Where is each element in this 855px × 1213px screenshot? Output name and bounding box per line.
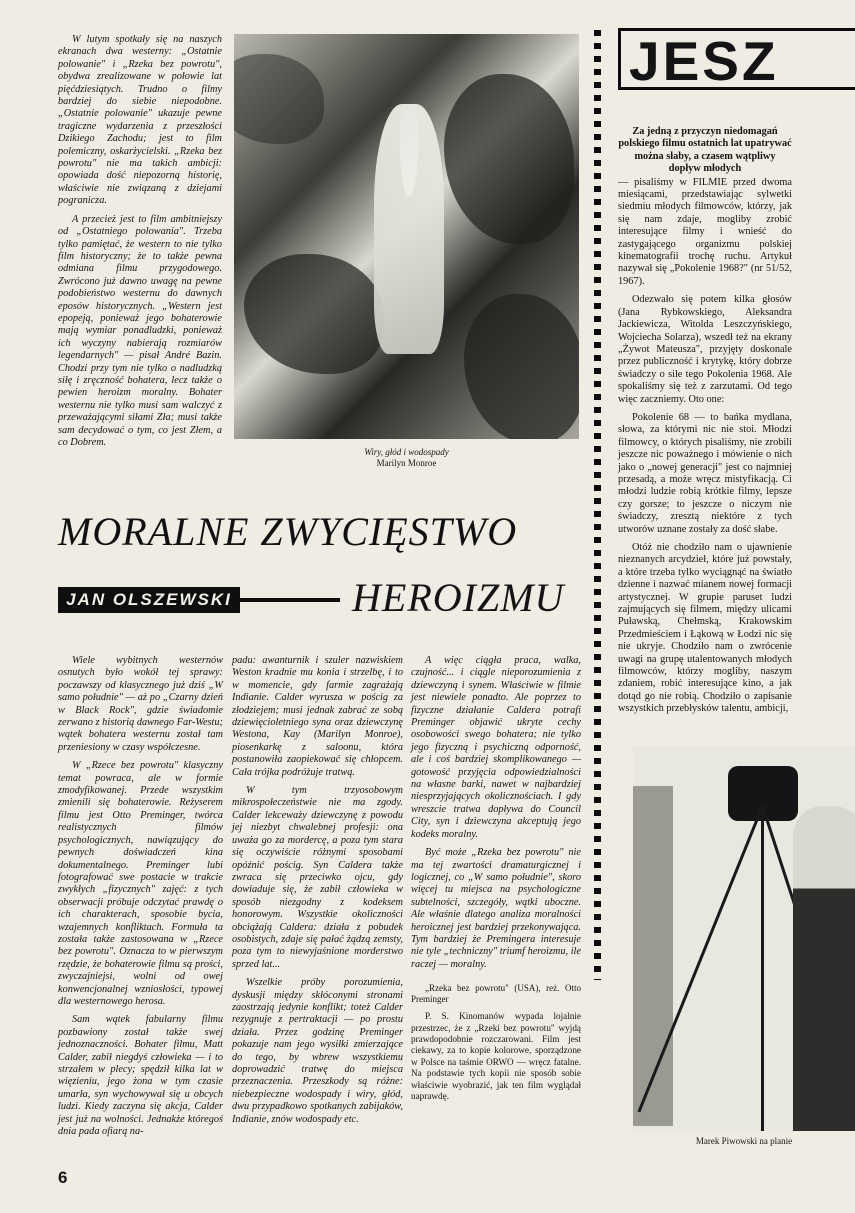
film-credit: „Rzeka bez powrotu" (USA), reż. Otto Preminger xyxy=(411,983,581,1005)
right-column xyxy=(618,126,792,722)
postscript: P. S. Kinomanów wypada lojalnie przestrzec, że z „Rzeki bez powrotu" wyjdą prawdopodobnie rozczarowani. Film jest ciekawy, za to kopie kolorowe, sporządzone w Polsce na taśmie ORWO — wręcz fatalne. Na podstawie tych kopii nie sposób sobie właściwie wyobrazić, jak ten film wyglądał naprawdę. xyxy=(411,1011,581,1101)
body-3-paragraph-2: Być może „Rzeka bez powrotu" nie ma tej zwartości dramaturgicznej i logicznej, co „W samo południe", skoro więcej tu miejsca na psychologiczne subtelności, szczegóły, wątki uboczne. Ale właśnie dlatego analiza moralności heroicznej jest bardziej przekonywająca. Tym bardziej że Premingera interesuje nie tyle „techniczny" triumf heroizmu, ile raczej — moralny. xyxy=(411,847,581,970)
right-paragraph-2: Odezwało się potem kilka głosów (Jana Rybkowskiego, Aleksandra Jackiewicza, Witolda Leszczyńskiego, Wojciecha Solarza), wszedł też na ekrany „Żywot Mateusza", przyjęty doskonale przez publiczność i krytykę, który dobrze świadczy o sile tego Pokolenia 1968. Ale spokaliśmy się też z zarzutami. Od tego więc zaczniemy. Oto one: xyxy=(618,294,792,405)
photo-1-caption-subtitle: Marilyn Monroe xyxy=(376,458,437,468)
body-1-paragraph-1: Wiele wybitnych westernów osnutych było wokół tej sprawy: poczawszy od klasycznego już dziś „W samo południe" — aż po „Czarny dzień w Black Rock", gdzie świadomie zerwano z historią dawnego Far-Westu; wątek bohatera westernu został tam przeniesiony w czasy współczesne. xyxy=(58,655,223,753)
body-1-paragraph-2: W „Rzece bez powrotu" klasyczny temat powraca, ale w formie zmodyfikowanej. Przede wszystkim zmienili się bohaterowie. Reżyserem filmu jest Otto Preminger, twórca realistycznych filmów psychologicznych, nawiązujący do pewnych doświadczeń kina dokumentalnego. Preminger lubi fotografować swe postacie w trakcie zwykłych „fizycznych" zajęć: z tych obserwacji próbuje odczytać prawdę o ich charakterach, sposobie bycia, wzajemnych konfliktach. Formuła ta została także zastosowana w „Rzece bez powrotu". Oznacza to w pierwszym rzędzie, że bohaterowie filmu są prości, zwyczajniejsi, wolni od owej konwencjonalnej wzniosłości, typowej dla westernowego herosa. xyxy=(58,760,223,1007)
intro-paragraph-2: A przecież jest to film ambitniejszy od „Ostatniego polowania". Trzeba tylko pamiętać, że western to nie tylko film historyczny; że to także pewna odmiana filmu przygodowego. Zwrócono już dawno uwagę na pewne podobieństwo westernu do dawnych eposów historycznych. „Western jest epopeją, ponieważ jego bohaterowie mają wymiar ponadludzki, ponieważ ich wyczyny nabierają rozmiarów legendarnych" — pisał André Bazin. Chodzi przy tym nie tylko o nadludzką siłę i zręczność bohatera, lecz także o pewien heroizm moralny. Bohater westernu nie tylko musi sam walczyć z przeważającymi siłami Zła; musi także sam decydować o tym, co jest Złem, a co Dobrem. xyxy=(58,213,222,448)
body-2-paragraph-3: Wszelkie próby porozumienia, dyskusji między skłóconymi stronami zaostrzają jedynie konflikt; toteż Calder rezygnuje z pertraktacji — po prostu działa. Przez godzinę Preminger pokazuje nam jego wysiłki zmierzające do tego, by wbrew wszystkiemu doprowadzić tratwę do miejsca przeznaczenia. Przeszkody są różne: niebezpieczne wodospady i wiry, głód, dwu przypadkowo spotkanych zabijaków, Indianie, znów wodospady etc. xyxy=(232,977,403,1125)
body-2-paragraph-2: W tym trzyosobowym mikrospołeczeństwie nie ma zgody. Calder lekceważy dziewczynę z powodu jej niezbyt chwalebnej profesji: ona uważa go za mordercę, a poza tym stara się oczywiście różnymi sposobami opóźnić pościg. Syn Caldera także zwraca się przeciwko ojcu, gdy dowiaduje się, że zabił człowieka w sposób niezgodny z kodeksem honorowym. Wszystkie okoliczności obciążają Caldera: działa z pobudek osobistych, zdaje się pałać żądzą zemsty, poza tym to niewyjaśnione morderstwo sprzed lat... xyxy=(232,785,403,970)
intro-column xyxy=(58,34,222,455)
photo-1-caption xyxy=(234,447,579,469)
right-paragraph-3: Pokolenie 68 — to bańka mydlana, słowa, za którymi nic nie stoi. Młodzi filmowcy, o których pisaliśmy, nie zrobili jeszcze nic poważnego i mówienie o nich jako o „nowej generacji" jest co najmniej przesadą, a może wręcz mistyfikacją. Ci młodzi ludzie robią krótkie filmy, lepsze czy gorsze; to jeszcze o niczym nie świadczy, zresztą niektóre z tych utworów uznane zostały za dość słabe. xyxy=(618,411,792,535)
photo-1-caption-title: Wiry, głód i wodospady xyxy=(364,447,449,457)
body-column-1 xyxy=(58,655,223,1144)
photo-2-caption: Marek Piwowski na planie xyxy=(695,1136,793,1146)
body-2-paragraph-1: padu: awanturnik i szuler nazwiskiem Weston kradnie mu konia i strzelbę, i to w momencie, gdy farmie zagrażają Indianie. Calder wyrusza w pościg za złodziejem; musi jednak zabrać ze sobą dziewięcioletniego syna oraz dziewczynę Westona, Kay (Marilyn Monroe), piosenkarkę z saloonu, która postanowiła zaopiekować się chłopcem. Cała trójka podróżuje tratwą. xyxy=(232,655,403,778)
body-1-paragraph-3: Sam wątek fabularny filmu pozbawiony został także swej jednoznaczności. Bohater filmu, Matt Calder, zabił niegdyś człowieka — i to strzałem w plecy; spędził kilka lat w więzieniu, jego żona w tym czasie umarła, syn wychowywał się u obcych ludzi. Kiedy zaczyna się akcja, Calder jest już na wolności. Jednakże któregoś dnia pada ofiarą na- xyxy=(58,1014,223,1138)
masthead-title: JESZ xyxy=(618,28,855,90)
film-strip-divider xyxy=(594,30,601,980)
page-number: 6 xyxy=(58,1168,68,1187)
body-3-paragraph-1: A więc ciągła praca, walka, czujność... i ciągle nieporozumienia z dziewczyną i synem. Właściwie w filmie jest niewiele ponadto. Ale poprzez to fizyczne działanie Caldera potrafi Preminger objawić ukryte cechy osobowości swego bohatera; nie tylko jego fizyczną i psychiczną odporność, ale i coś bardziej skomplikowanego — gotowość przyjęcia odpowiedzialności na własne barki, nawet w najbardziej niesprzyjających okolicznościach. I gdy wreszcie tratwa dopływa do Council City, syn i dziewczyna akceptują jego kodeks moralny. xyxy=(411,655,581,840)
right-paragraph-4: Otóż nie chodziło nam o ujawnienie nieznanych arcydzieł, które już powstały, a które trzeba tylko wyciągnąć na światło dzienne i nazwać mianem nowej formacji artystycznej. W grupie paruset ludzi zajmujących się filmem, między ulicami Puławską, Chełmską, Krakowskim Przedmieściem i Łąkową w Łodzi nic się nie ukryje. Chodziło nam o zwrócenie uwagi na grupę utalentowanych młodych filmowców, którzy mogliby, naszym zdaniem, robić interesujące kino, a jak dotąd go nie robią. Chodziło o zapisanie wszystkich przebłysków talentu, ambicji, xyxy=(618,542,792,715)
headline-line-2: HEROIZMU xyxy=(352,575,565,620)
marilyn-monroe-photo xyxy=(234,34,579,439)
body-column-3 xyxy=(411,655,581,1108)
author-rule xyxy=(240,598,340,602)
intro-paragraph-1: W lutym spotkały się na naszych ekranach dwa westerny: „Ostatnie polowanie" i „Rzeka bez powrotu", obydwa zrealizowane w połowie lat pięćdziesiątych. Trudno o filmy bardziej do siebie niepodobne. „Ostatnie polowanie" ukazuje pewne tragiczne wydarzenia z przeszłości Dzikiego Zachodu; jest to film polemiczny, oskarżycielski. „Rzeka bez powrotu" nie ma takich ambicji: opowiada dość niepozorną historię, właściwie nie związaną z dziejami pogranicza. xyxy=(58,34,222,207)
headline-line-1: MORALNE ZWYCIĘSTWO xyxy=(58,509,518,554)
marek-piwowski-photo xyxy=(633,746,855,1131)
body-column-2 xyxy=(232,655,403,1132)
author-name: JAN OLSZEWSKI xyxy=(58,587,240,613)
right-lead: Za jedną z przyczyn niedomagań polskiego filmu ostatnich lat upatrywać można słaby, a czasem wątpliwy dopływ młodych xyxy=(618,126,792,175)
right-paragraph-1: — pisaliśmy w FILMIE przed dwoma miesiącami, przedstawiając sylwetki siedmiu młodych filmowców, którzy, jak się nam zdaje, mogliby zrobić interesujące filmy i wnieść do zastygającego organizmu polskiej kinematografii trochę ruchu. Artykuł nazywał się „Pokolenie 1968?" (nr 51/52, 1967). xyxy=(618,176,792,287)
